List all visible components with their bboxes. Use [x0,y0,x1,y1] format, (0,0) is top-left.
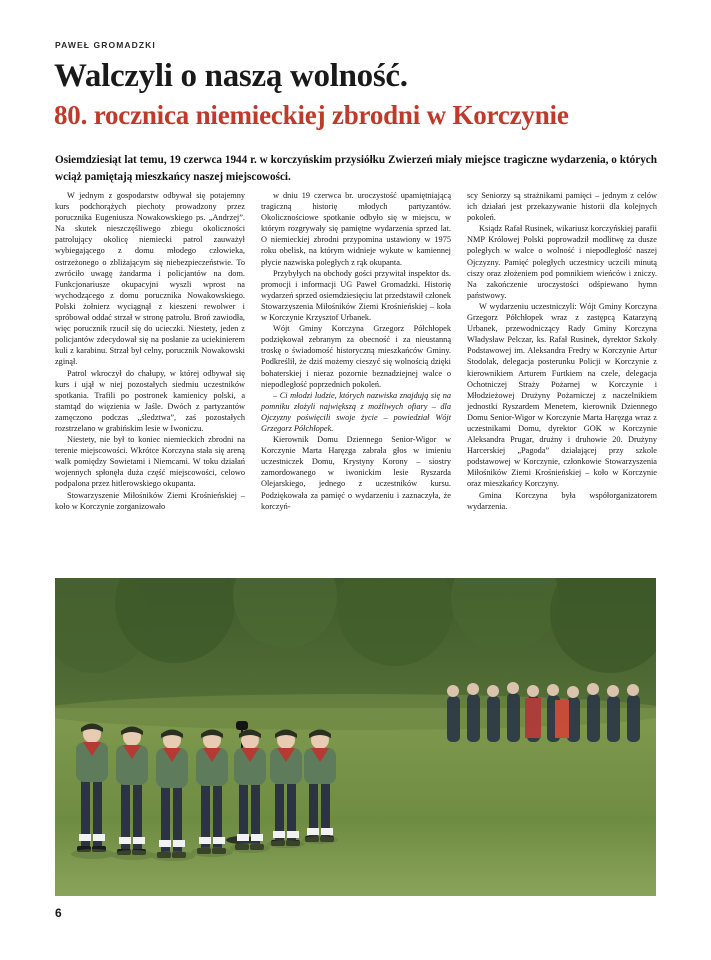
paragraph: Stowarzyszenie Miłośników Ziemi Krośnieńskiej – koło w Korczynie zorganizowało [55,490,245,511]
pull-quote: – Ci młodzi ludzie, których nazwiska znajdują się na pomniku złożyli największą z możliwych ofiary – dla Ojczyzny poświęcili swoje życie – powiedział Wójt Grzegorz Półchłopek. [261,390,451,433]
article-lead: Osiemdziesiąt lat temu, 19 czerwca 1944 r. w korczyńskim przysiółku Zwierzeń miały miejsce tragiczne wydarzenia, o których wciąż pamiętają mieszkańcy naszej miejscowości. [55,154,657,183]
photo-illustration [55,578,656,896]
paragraph: Ksiądz Rafał Rusinek, wikariusz korczyńskiej parafii NMP Królowej Polski poprowadził modlitwę za dusze poległych w walce o wolność i niepodległość naszej Ojczyzny. Pamięć poległych uczestnicy uczcili minutą ciszy oraz złożeniem pod pomnikiem wieńców i zniczy. Na zakończenie uroczystości odśpiewano hymn państwowy. [467,224,657,300]
paragraph: W jednym z gospodarstw odbywał się potajemny kurs podchorążych piechoty prowadzony przez porucznika Eugeniusza Nowakowskiego ps. „Andrzej”. Na skutek nieszczęśliwego zbiegu okoliczności patrolujący okolicę niemiecki patrol zauważył wybiegającego z domu młodego człowieka, ostrzeżonego o zbliżającym się niebezpieczeństwie. To zwróciło uwagę żandarma i policjantów na dom. Funkcjonariusze okupacyjni wyszli wprost na wychodzącego z domu porucznika Nowakowskiego. Polski żołnierz wyciągnął z kieszeni rewolwer i spróbował oddać strzał w stronę patrolu. Broń zawiodła, więc porucznik rzucił się do ucieczki. Niestety, jeden z policjantów zdecydował się na posłanie za uciekinierem kuli z karabinu. Strzał był celny, porucznik Nowakowski zginął. [55,191,245,367]
paragraph: scy Seniorzy są strażnikami pamięci – jednym z celów ich działań jest przekazywanie historii dla kolejnych pokoleń. [467,191,657,223]
article-author: PAWEŁ GROMADZKI [55,40,156,50]
text-column-2 [261,190,451,580]
paragraph: Niestety, nie był to koniec niemieckich zbrodni na terenie miejscowości. Wkrótce Korczyna stała się areną walk pomiędzy Sowietami i Niemcami. W toku działań wojennych spłonęła duża część miejscowości, celowo podpalona przez hitlerowskiego okupanta. [55,435,245,489]
text-column-1 [55,190,245,580]
paragraph: Kierownik Domu Dziennego Senior-Wigor w Korczynie Marta Haręzga zabrała głos w imieniu uczestniczek Domu, Krystyny Korony – siostry zamordowanego w iwonickim lesie Ryszarda Olejarskiego, jednego z uczestników kursu. Podziękowała za pamięć o wydarzeniu i zaznaczyła, że korczyń- [261,435,451,511]
page-title: Walczyli o naszą wolność. [54,58,408,94]
article-photo [55,578,656,896]
page-subtitle: 80. rocznica niemieckiej zbrodni w Korczynie [54,100,569,130]
page-number: 6 [55,906,62,920]
paragraph: Przybyłych na obchody gości przywitał inspektor ds. promocji i informacji UG Paweł Gromadzki. Historię wydarzeń sprzed osiemdziesięciu lat przedstawił członek Stowarzyszenia Miłośników Ziemi Krośnieńskiej – koła w Korczynie Krzysztof Urbanek. [261,268,451,323]
paragraph: w dniu 19 czerwca br. uroczystość upamiętniającą tragiczną historię młodych partyzantów. Okolicznościowe spotkanie odbyło się w miejscu, w którym rozgrywały się pamiętne wydarzenia sprzed lat. O niemieckiej zbrodni przypomina ustawiony w 1975 roku obelisk, na którym widnieje wykute w kamiennej płycie nazwiska poległych z rąk okupanta. [261,191,451,267]
paragraph: W wydarzeniu uczestniczyli: Wójt Gminy Korczyna Grzegorz Półchłopek wraz z zastępcą Katarzyną Urbanek, przewodniczący Rady Gminy Korczyna Władysław Pelczar, ks. Rafał Rusinek, dyrektor Szkoły Podstawowej im. Aleksandra Fredry w Korczynie Artur Stodolak, delegacja posterunku Policji w Korczynie z kierownikiem Arturem Furtkiem na czele, delegacja Ochotniczej Straży Pożarnej w Korczynie i Młodzieżowej Drużyny Pożarniczej z naczelnikiem jednostki Ryszardem Menetem, kierownik Dziennego Domu Senior-Wigor w Korczynie Marta Haręzga wraz z uczestnikami Domu, dyrektor GOK w Korczynie Aleksandra Prugar, drużny i druhowie 20. Drużyny Harcerskiej „Pagoda” działającej przy szkole podstawowej w Korczynie, członkowie Stowarzyszenia Miłośników Ziemi Krośnieńskiej – koło w Korczynie oraz mieszkańcy Korczyny. [467,301,657,489]
paragraph: Gmina Korczyna była współorganizatorem wydarzenia. [467,490,657,511]
paragraph: Patrol wkroczył do chałupy, w której odbywał się kurs i ujął w nieј pozostałych siedmiu uczestników spotkania. Trafili po postronek kamienicy polski, a stamtąd do więzienia w Jaśle. Dwóch z partyzantów zamęczono podczas „śledztwa”, zaś pozostałych rozstrzelano w grabińskim lesie w Iwoniczu. [55,368,245,433]
paragraph: Wójt Gminy Korczyna Grzegorz Półchłopek podziękował zebranym za obecność i za nieustanną troskę o świadomość historyczną mieszkańców Gminy. Podkreślił, że dziś możemy cieszyć się wolnością dzięki bohaterskiej i nieraz pozornie beznadziejnej walce o niepodległość poprzednich pokoleń. [261,324,451,389]
text-column-3 [467,190,657,580]
article-body [55,190,657,580]
